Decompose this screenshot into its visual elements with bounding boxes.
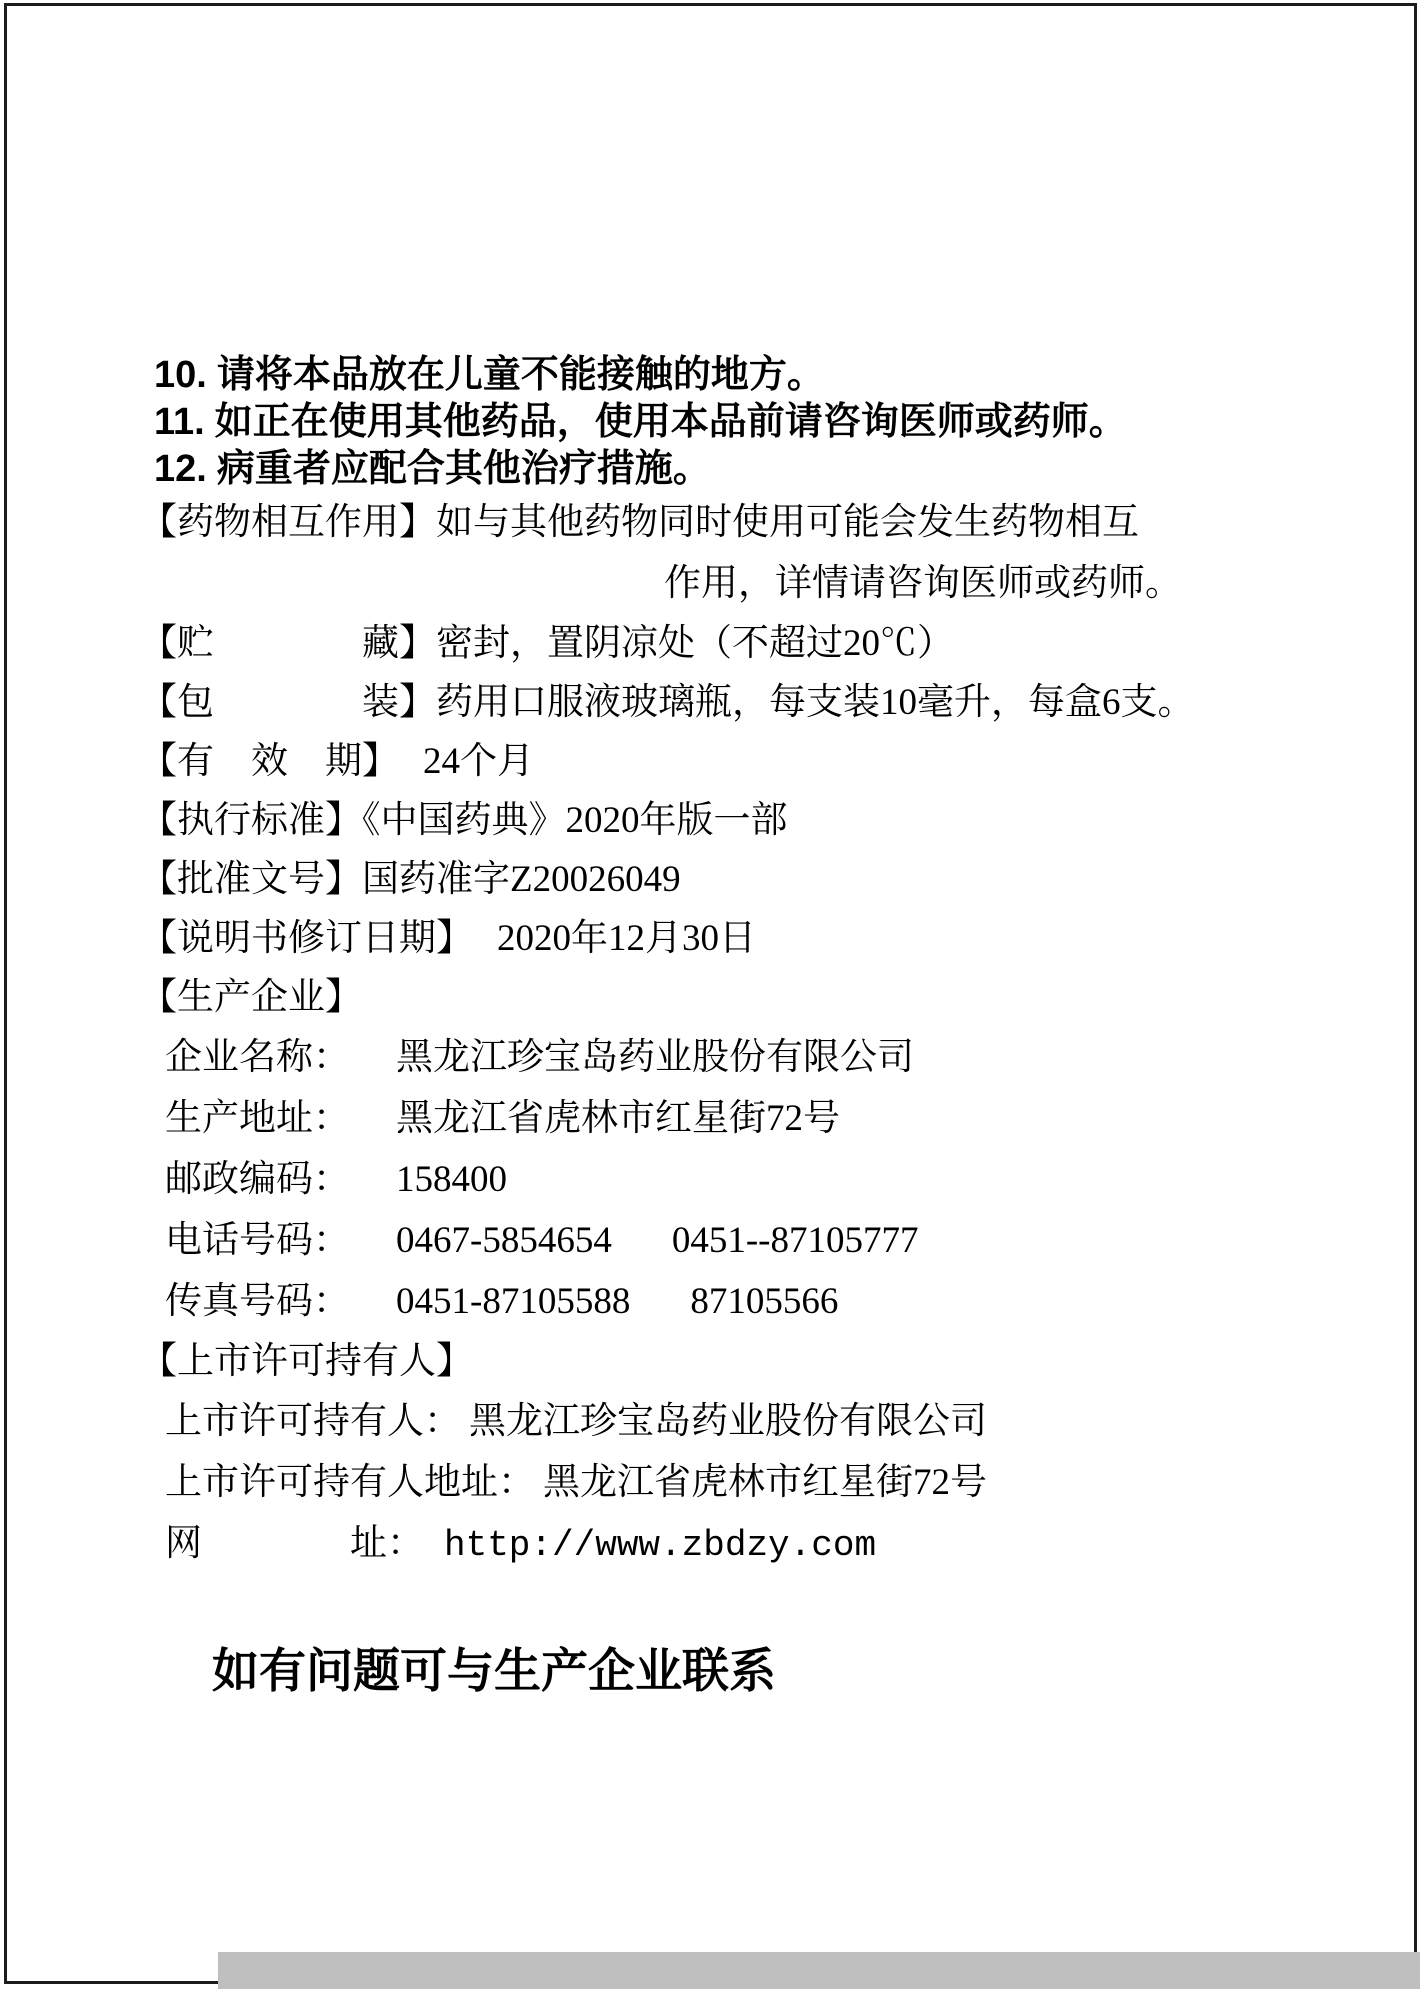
precaution-number: 11. (154, 401, 205, 443)
precaution-item-11 (140, 399, 1380, 446)
row-label: 生产地址： (165, 1098, 350, 1139)
precaution-text: 病重者应配合其他治疗措施。 (216, 448, 711, 490)
section-label-validity: 【有 效 期】 (140, 741, 399, 782)
field-value: 药用口服液玻璃瓶，每支装10毫升，每盒6支。 (436, 682, 1195, 723)
row-value: 黑龙江省虎林市红星街72号 (396, 1098, 840, 1139)
precaution-number: 10. (154, 354, 207, 396)
section-label-package: 【包 装】 (140, 682, 436, 723)
section-label-revision: 【说明书修订日期】 (140, 918, 473, 959)
precaution-item-10 (140, 352, 1380, 399)
manufacturer-row-fax (140, 1271, 1380, 1332)
contact-notice: 如有问题可与生产企业联系 (212, 1644, 776, 1697)
drug-interaction-line2 (140, 553, 1380, 614)
row-value: 黑龙江珍宝岛药业股份有限公司 (469, 1401, 987, 1442)
drug-interaction-line1 (140, 493, 1380, 553)
manufacturer-row-address (140, 1088, 1380, 1149)
drug-interaction-text-continued: 作用， (664, 563, 775, 604)
precaution-text: 如正在使用其他药品，使用本品前请咨询医师或药师。 (214, 401, 1127, 443)
row-label: 上市许可持有人： (165, 1401, 461, 1442)
section-header-manufacturer (140, 968, 1380, 1027)
row-value: 0467-5854654 (396, 1220, 612, 1261)
field-validity (140, 732, 1380, 791)
precaution-item-12 (140, 446, 1380, 493)
field-package (140, 673, 1380, 732)
field-value: 密封，置阴凉处（不超过20℃） (436, 623, 954, 664)
row-label: 网 址： (165, 1523, 424, 1564)
row-label: 传真号码： (165, 1281, 350, 1322)
bottom-gray-bar (218, 1952, 1420, 1989)
row-value-2: 0451--87105777 (671, 1220, 919, 1261)
manufacturer-row-phone (140, 1210, 1380, 1271)
field-value: 2020年12月30日 (497, 918, 756, 959)
section-label-standard: 【执行标准】 (140, 800, 362, 841)
row-value: 黑龙江珍宝岛药业股份有限公司 (396, 1037, 914, 1078)
section-label-manufacturer: 【生产企业】 (140, 977, 362, 1018)
row-value: 黑龙江省虎林市红星街72号 (543, 1462, 987, 1503)
section-header-license-holder (140, 1332, 1380, 1391)
row-value: 158400 (396, 1159, 507, 1200)
field-standard (140, 791, 1380, 850)
field-storage (140, 614, 1380, 673)
row-label: 上市许可持有人地址： (165, 1462, 535, 1503)
field-approval-number (140, 850, 1380, 909)
row-label: 电话号码： (165, 1220, 350, 1261)
row-value: 0451-87105588 (396, 1281, 631, 1322)
drug-interaction-text: 如与其他药物同时使用可能会发生药物相互 (436, 502, 1139, 543)
website-url: http://www.zbdzy.com (444, 1525, 877, 1566)
field-revision-date (140, 909, 1380, 968)
field-value: 国药准字Z20026049 (362, 859, 681, 900)
field-value: 24个月 (423, 741, 534, 782)
manufacturer-row-postcode (140, 1149, 1380, 1210)
section-label-license-holder: 【上市许可持有人】 (140, 1341, 473, 1382)
section-label-approval: 【批准文号】 (140, 859, 362, 900)
section-label-drug-interaction: 【药物相互作用】 (140, 502, 436, 543)
field-value: 《中国药典》2020年版一部 (362, 800, 788, 841)
drug-interaction-text-emphasis: 详情请咨询医师或药师。 (775, 562, 1182, 603)
precaution-number: 12. (154, 448, 207, 490)
license-holder-row-website (140, 1513, 1380, 1576)
manufacturer-row-name (140, 1027, 1380, 1088)
license-holder-row-name (140, 1391, 1380, 1452)
precaution-text: 请将本品放在儿童不能接触的地方。 (216, 354, 825, 396)
row-value-2: 87105566 (690, 1281, 839, 1322)
section-label-storage: 【贮 藏】 (140, 623, 436, 664)
row-label: 企业名称： (165, 1037, 350, 1078)
row-label: 邮政编码： (165, 1159, 350, 1200)
license-holder-row-address (140, 1452, 1380, 1513)
insert-content (140, 352, 1380, 1702)
